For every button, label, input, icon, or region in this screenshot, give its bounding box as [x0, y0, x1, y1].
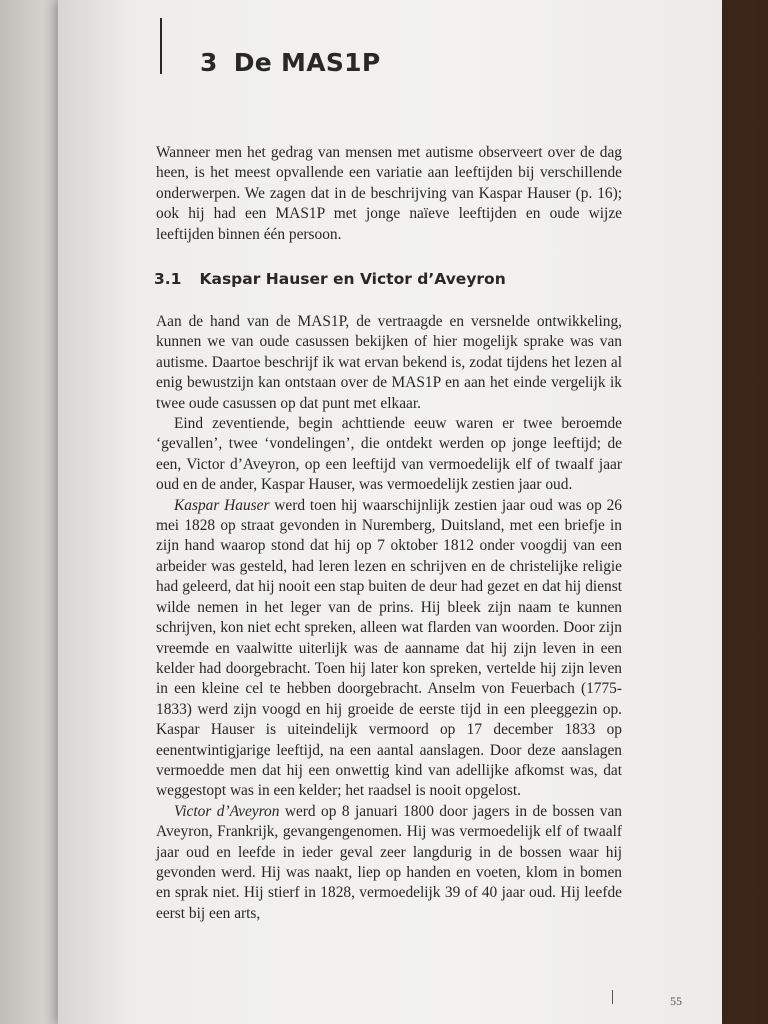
chapter-number: 3 [200, 48, 218, 77]
victor-text: werd op 8 januari 1800 door jagers in de bossen van Aveyron, Frankrijk, gevangengenomen. Hij was vermoedelijk elf of twaalf jaar oud en leefde in ieder geval zeer langdurig in de bossen waar hij gevonden werd. Hij was naakt, liep op handen en voeten, klom in bomen en sprak niet. Hij stierf in 1828, vermoedelijk 39 of 40 jaar oud. Hij leefde eerst bij een arts, [156, 802, 622, 922]
body-paragraph-4 [156, 802, 622, 924]
victor-name: Victor d’Aveyron [174, 802, 280, 820]
chapter-rule [160, 18, 162, 74]
book-page [58, 0, 722, 1024]
footer-rule [612, 990, 613, 1004]
kaspar-hauser-text: werd toen hij waarschijnlijk zestien jaar oud was op 26 mei 1828 op straat gevonden in Nuremberg, Duitsland, met een briefje in zijn hand waarop stond dat hij op 7 oktober 1812 onder voogdij van een arbeider was gesteld, had leren lezen en schrijven en de christelijke religie had geleerd, dat hij nooit een stap buiten de deur had gezet en dat hij dienst wilde nemen in het leger van de prins. Hij bleek zijn naam te kunnen schrijven, kon niet echt spreken, alleen wat flarden van woorden. Door zijn vreemde en vaalwitte uiterlijk was de aanname dat hij zijn leven in een kelder had doorgebracht. Toen hij later kon spreken, vertelde hij zijn leven in een kleine cel te hebben doorgebracht. Anselm von Feuerbach (1775-1833) werd zijn voogd en hij groeide de eerste tijd in een pleeggezin op. Kaspar Hauser is uiteindelijk vermoord op 17 december 1833 op eenentwintigjarige leeftijd, na een aantal aanslagen. Door deze aanslagen vermoedde men dat hij een onwettig kind van adellijke afkomst was, dat weggestopt was in een kelder; het raadsel is nooit opgelost. [156, 496, 622, 800]
page-number: 55 [670, 994, 682, 1008]
section-number: 3.1 [154, 270, 182, 288]
body-paragraph-3 [156, 496, 622, 802]
kaspar-hauser-name: Kaspar Hauser [174, 496, 270, 514]
section-body [156, 312, 622, 924]
body-paragraph-2: Eind zeventiende, begin achttiende eeuw waren er twee beroemde ‘gevallen’, twee ‘vondelingen’, die ontdekt werden op jonge leeftijd; de een, Victor d’Aveyron, op een leeftijd van vermoedelijk elf of twaalf jaar oud en de ander, Kaspar Hauser, was vermoedelijk zestien jaar oud. [156, 415, 622, 494]
section-title: Kaspar Hauser en Victor d’Aveyron [199, 270, 506, 288]
chapter-heading [200, 48, 380, 77]
chapter-title: De MAS1P [233, 48, 381, 77]
intro-paragraph: Wanneer men het gedrag van mensen met autisme observeert over de dag heen, is het meest opvallende een variatie aan leeftijden bij verschillende onderwerpen. We zagen dat in de beschrijving van Kaspar Hauser (p. 16); ook hij had een MAS1P met jonge naïeve leeftijden en oude wijze leeftijden binnen één persoon. [156, 144, 622, 243]
body-paragraph-1: Aan de hand van de MAS1P, de vertraagde en versnelde ontwikkeling, kunnen we van oude casussen bekijken of hier mogelijk sprake was van autisme. Daartoe beschrijf ik wat ervan bekend is, zodat tijdens het lezen al enig bewustzijn kan ontstaan over de MAS1P en aan het einde vergelijk ik twee oude casussen op dat punt met elkaar. [156, 313, 622, 412]
section-heading [154, 270, 506, 288]
